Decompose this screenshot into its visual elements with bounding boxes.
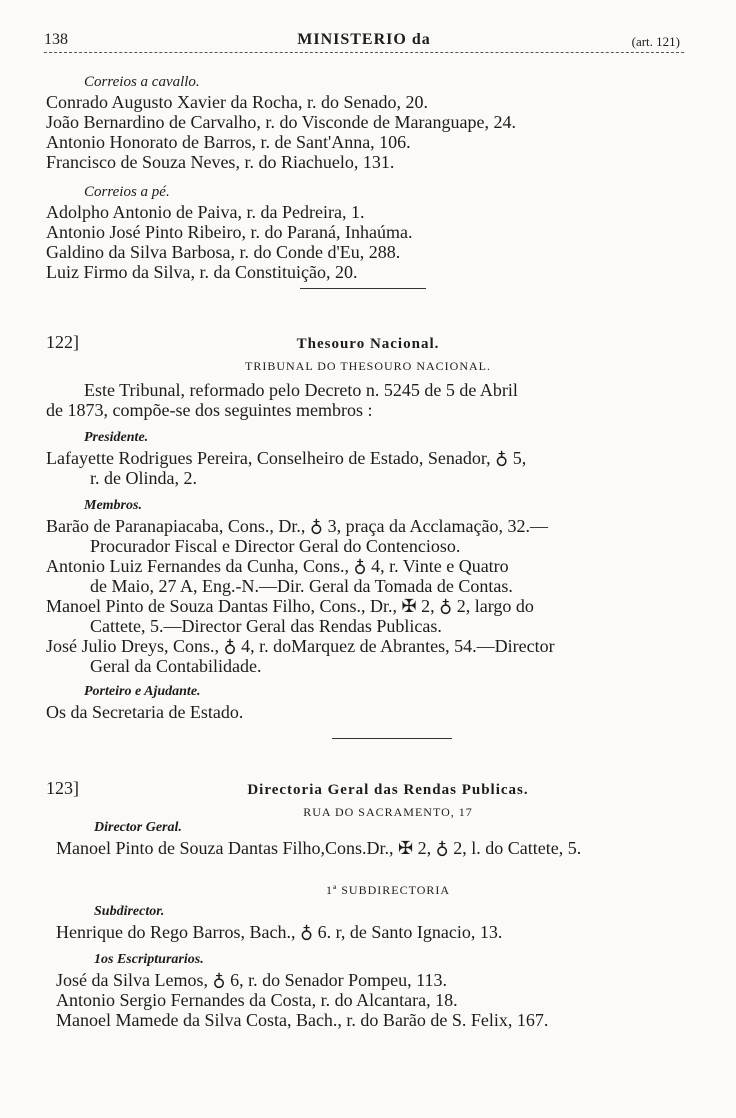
entry-line: Manoel Mamede da Silva Costa, Bach., r. do Barão de S. Felix, 167. — [56, 1010, 549, 1030]
entry-line: José Julio Dreys, Cons., ♁ 4, r. doMarquez de Abrantes, 54.—Director — [46, 636, 555, 656]
entry-line: de Maio, 27 A, Eng.-N.—Dir. Geral da Tomada de Contas. — [90, 576, 513, 596]
section-divider — [300, 288, 426, 289]
section-subtitle: TRIBUNAL DO THESOURO NACIONAL. — [245, 359, 491, 373]
entry-line: Os da Secretaria de Estado. — [46, 702, 244, 722]
subdirector-caption: Subdirector. — [94, 904, 165, 919]
presidente-block — [46, 428, 696, 488]
section-caption: Correios a pé. — [84, 184, 170, 200]
entry-line: Luiz Firmo da Silva, r. da Constituição, 20. — [46, 262, 358, 282]
porteiro-caption: Porteiro e Ajudante. — [84, 684, 201, 699]
intro-line: de 1873, compõe-se dos seguintes membros : — [46, 400, 373, 420]
entry-line: Galdino da Silva Barbosa, r. do Conde d'Eu, 288. — [46, 242, 401, 262]
entry-line: Manoel Pinto de Souza Dantas Filho,Cons.Dr., ✠ 2, ♁ 2, l. do Cattete, 5. — [56, 838, 582, 858]
presidente-caption: Presidente. — [84, 430, 149, 445]
escripturarios-caption: 1os Escripturarios. — [94, 952, 204, 967]
subdirector-block — [56, 902, 706, 942]
section-divider — [332, 738, 452, 739]
entry-line: Barão de Paranapiacaba, Cons., Dr., ♁ 3, praça da Acclamação, 32.— — [46, 516, 548, 536]
escripturarios-block — [56, 950, 706, 1030]
entry-line: r. de Olinda, 2. — [90, 468, 197, 488]
entry-line: Antonio Luiz Fernandes da Cunha, Cons., ♁ 4, r. Vinte e Quatro — [46, 556, 509, 576]
section-number: 123] — [46, 778, 79, 798]
director-caption: Director Geral. — [94, 820, 182, 835]
entry-line: Henrique do Rego Barros, Bach., ♁ 6. r, de Santo Ignacio, 13. — [56, 922, 503, 942]
entry-line: José da Silva Lemos, ♁ 6, r. do Senador Pompeu, 113. — [56, 970, 447, 990]
article-reference: (art. 121) — [631, 34, 680, 49]
entry-line: Antonio José Pinto Ribeiro, r. do Paraná, Inhaúma. — [46, 222, 413, 242]
entry-line: Geral da Contabilidade. — [90, 656, 262, 676]
page-header — [44, 28, 684, 53]
tribunal-intro — [46, 380, 696, 420]
entry-line: Antonio Sergio Fernandes da Costa, r. do Alcantara, 18. — [56, 990, 458, 1010]
entry-line: Antonio Honorato de Barros, r. de Sant'Anna, 106. — [46, 132, 411, 152]
entry-line: Manoel Pinto de Souza Dantas Filho, Cons., Dr., ✠ 2, ♁ 2, largo do — [46, 596, 534, 616]
section-number: 122] — [46, 332, 79, 352]
membros-caption: Membros. — [84, 498, 142, 513]
entry-line: Cattete, 5.—Director Geral das Rendas Publicas. — [90, 616, 442, 636]
membros-block — [46, 496, 696, 676]
correios-pe-section — [46, 182, 696, 282]
porteiro-block — [46, 682, 696, 722]
correios-cavallo-section — [46, 72, 696, 172]
intro-line: Este Tribunal, reformado pelo Decreto n. 5245 de 5 de Abril — [84, 380, 518, 400]
entry-line: Adolpho Antonio de Paiva, r. da Pedreira, 1. — [46, 202, 365, 222]
section-title: Thesouro Nacional. — [296, 336, 440, 352]
entry-line: João Bernardino de Carvalho, r. do Visconde de Maranguape, 24. — [46, 112, 516, 132]
entry-line: Conrado Augusto Xavier da Rocha, r. do Senado, 20. — [46, 92, 428, 112]
subdirectoria-heading: 1ª SUBDIRECTORIA — [325, 883, 451, 897]
director-block — [56, 818, 706, 858]
page-number: 138 — [44, 31, 68, 48]
entry-line: Procurador Fiscal e Director Geral do Contencioso. — [90, 536, 461, 556]
entry-line: Francisco de Souza Neves, r. do Riachuelo, 131. — [46, 152, 395, 172]
section-caption: Correios a cavallo. — [84, 74, 200, 90]
running-title: MINISTERIO da — [297, 31, 431, 48]
section-subtitle: RUA DO SACRAMENTO, 17 — [303, 805, 473, 819]
entry-line: Lafayette Rodrigues Pereira, Conselheiro de Estado, Senador, ♁ 5, — [46, 448, 527, 468]
section-title: Directoria Geral das Rendas Publicas. — [247, 782, 529, 798]
